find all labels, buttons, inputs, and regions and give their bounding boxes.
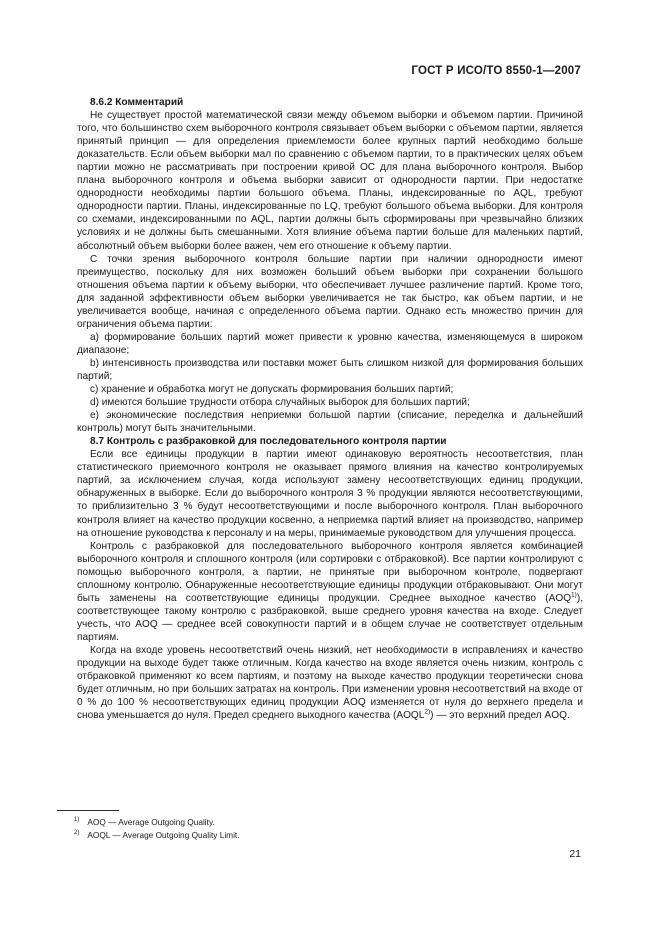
- footnote-text: AOQ — Average Outgoing Quality.: [87, 817, 215, 827]
- footnote-marker: 2): [74, 830, 80, 837]
- page-body: [77, 96, 583, 722]
- footnote-marker: 1): [74, 817, 80, 824]
- paragraph: Если все единицы продукции в партии имеют одинаковую вероятность несоответствия, план статистического приемочного контроля не оказывает прямого влияния на качество контролируемых партий, за исключением случая, когда используют замену несоответствующих единиц продукции, обнаруженных в выборке. Если до выборочного контроля 3 % продукции являются несоответствующими, то приблизительно 3 % будут несоответствующими и после выборочного контроля. План выборочного контроля влияет на качество продукции косвенно, а неприемка партий влияет на производство, например на отношение руководства к персоналу и на меры, принимаемые руководством для улучшения процесса.: [77, 449, 583, 539]
- section-heading-8-6-2: 8.6.2 Комментарий: [90, 97, 184, 108]
- paragraph: С точки зрения выборочного контроля большие партии при наличии однородности имеют преимущество, поскольку для них возможен больший объем выборки при сохранении большого отношения объема партии к объему выборки, что обеспечивает лучшее различение партий. Кроме того, для заданной эффективности объем выборки увеличивается не так быстро, как объем партии, и не увеличивается вообще, начиная с определенного объема партии. Однако есть множество причин для ограничения объема партии:: [77, 253, 583, 330]
- footnote-1: [74, 817, 215, 827]
- list-item: а) формирование больших партий может привести к уровню качества, изменяющемуся в широком диапазоне;: [77, 331, 583, 356]
- paragraph: Когда на входе уровень несоответствий очень низкий, нет необходимости в исправлениях и качество продукции на выходе будет также отличным. Когда качество на входе является очень низким, контроль с отбраковкой применяют ко всем партиям, и поэтому на выходе качество продукции теоретически снова будет отличным, но при больших затратах на контроль. При изменении уровня несоответствий на входе от 0 % до 100 % несоответствующих единиц продукции AOQ изменяется от нуля до верхнего предела и снова уменьшается до нуля. Предел среднего выходного качества (AOQL$^{2)}$) — это верхний предел AOQ.: [77, 644, 583, 722]
- footnote-text: AOQL — Average Outgoing Quality Limit.: [87, 830, 240, 840]
- list-item: c) хранение и обработка могут не допускать формирования больших партий;: [90, 384, 454, 396]
- footnote-divider: [57, 810, 119, 811]
- section-heading-8-7: 8.7 Контроль с разбраковкой для последовательного контроля партии: [90, 436, 447, 448]
- footnote-ref: 2): [424, 708, 431, 716]
- footnote-2: [74, 830, 240, 840]
- paragraph: Контроль с разбраковкой для последовательного выборочного контроля является комбинацией выборочного контроля и сплошного контроля (или сортировки с отбраковкой). Все партии контролируют с помощью выборочного контроля, а партии, не принятые при выборочном контроле, подвергают сплошному контролю. Обнаруженные несоответствующие единицы продукции отбраковывают. Они могут быть заменены на соответствующие единицы продукции. Среднее выходное качество (AOQ$^{1)}$), соответствующее такому контролю с разбраковкой, выше среднего уровня качества на входе. Следует учесть, что AOQ — среднее всей совокупности партий и в общем случае не соответствует отдельным партиям.: [77, 540, 583, 643]
- page-number: 21: [569, 848, 581, 860]
- list-item: b) интенсивность производства или поставки может быть слишком низкой для формирования больших партий;: [77, 357, 583, 382]
- standard-designation: ГОСТ Р ИСО/ТО 8550-1—2007: [411, 65, 581, 77]
- footnote-ref: 1): [571, 591, 577, 599]
- list-item: e) экономические последствия неприемки большой партии (списание, переделка и дальнейший контроль) могут быть значительными.: [77, 410, 583, 435]
- paragraph: Не существует простой математической связи между объемом выборки и объемом партии. Причиной того, что большинство схем выборочного контроля связывает объем выборки с объемом партии, является принятый принцип — для определения приемлемости более крупных партий необходимо больше доказательств. Если объем выборки мал по сравнению с объемом партии, то в практических целях объем партии можно не рассматривать при построении кривой ОС для плана выборочного контроля. Выбор плана выборочного контроля и объема выборки зависит от однородности партии. При недостатке однородности необходимы партии большого объема. Планы, индексированные по AQL, требуют однородности партии. Планы, индексированные по LQ, требуют большого объема выборки. Для контроля со схемами, индексированными по AQL, партии должны быть сформированы при чрезвычайно близких условиях и не должны быть смешанными. Хотя влияние объема партии больше для маленьких партий, абсолютный объем выборки более важен, чем его отношение к объему партии.: [77, 110, 583, 252]
- limitation-list: [77, 331, 583, 435]
- list-item: d) имеются большие трудности отбора случайных выборок для больших партий;: [90, 397, 470, 409]
